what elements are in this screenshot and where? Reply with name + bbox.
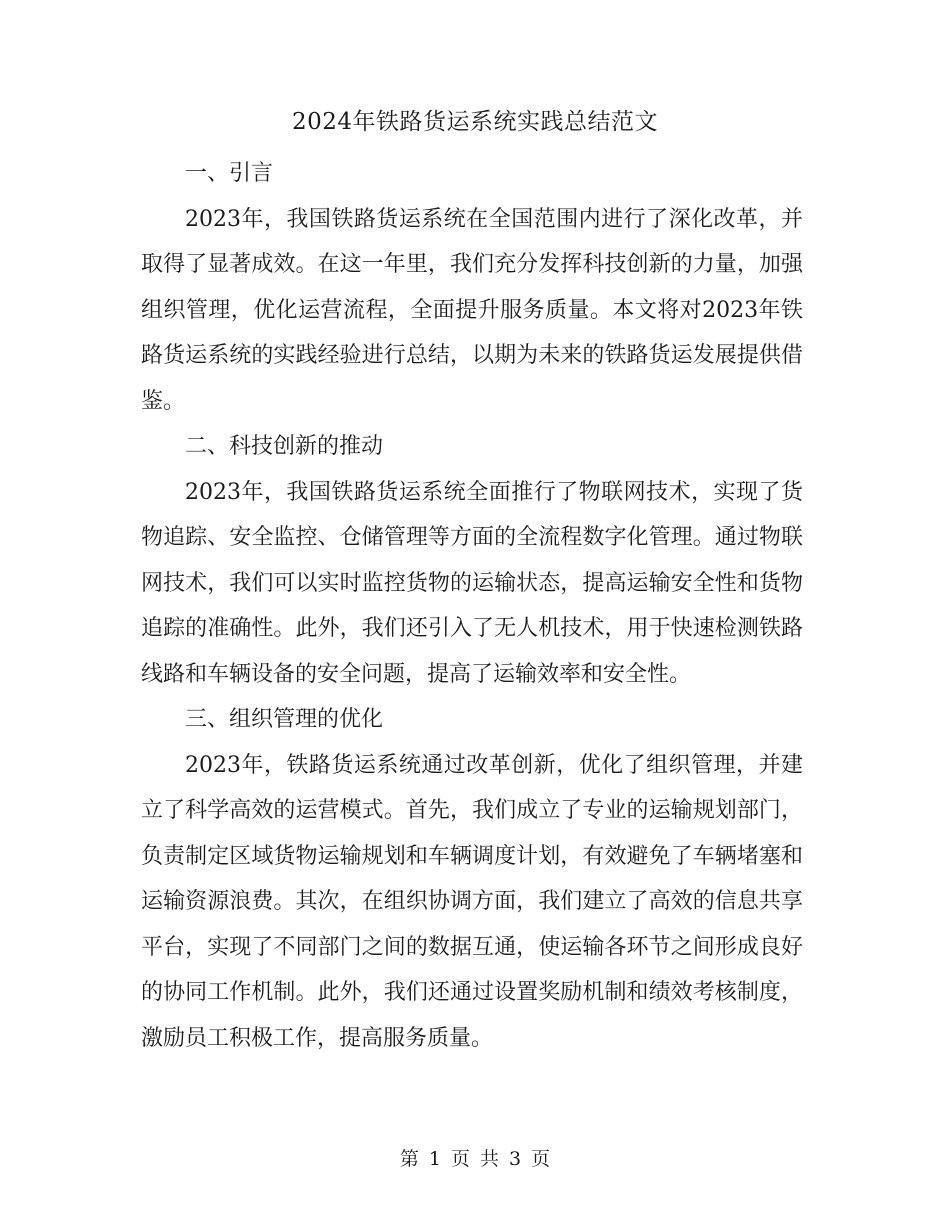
section-heading-introduction: 一、引言 <box>185 161 274 186</box>
document-title: 2024年铁路货运系统实践总结范文 <box>291 109 659 135</box>
section-paragraph-introduction: 2023年，我国铁路货运系统在全国范围内进行了深化改革，并取得了显著成效。在这一年里，我们充分发挥科技创新的力量，加强组织管理，优化运营流程，全面提升服务质量。本文将对2023年铁路货运系统的实践经验进行总结，以期为未来的铁路货运发展提供借鉴。 <box>141 206 803 414</box>
section-heading-management: 三、组织管理的优化 <box>185 707 384 732</box>
document-body <box>141 151 803 1061</box>
section-heading-tech-innovation: 二、科技创新的推动 <box>185 434 384 459</box>
section-paragraph-tech-innovation: 2023年，我国铁路货运系统全面推行了物联网技术，实现了货物追踪、安全监控、仓储管理等方面的全流程数字化管理。通过物联网技术，我们可以实时监控货物的运输状态，提高运输安全性和货物追踪的准确性。此外，我们还引入了无人机技术，用于快速检测铁路线路和车辆设备的安全问题，提高了运输效率和安全性。 <box>141 479 803 687</box>
section-paragraph-management: 2023年，铁路货运系统通过改革创新，优化了组织管理，并建立了科学高效的运营模式。首先，我们成立了专业的运输规划部门，负责制定区域货物运输规划和车辆调度计划，有效避免了车辆堵塞和运输资源浪费。其次，在组织协调方面，我们建立了高效的信息共享平台，实现了不同部门之间的数据互通，使运输各环节之间形成良好的协同工作机制。此外，我们还通过设置奖励机制和绩效考核制度，激励员工积极工作，提高服务质量。 <box>141 752 803 1051</box>
page-footer: 第 1 页 共 3 页 <box>399 1148 551 1170</box>
